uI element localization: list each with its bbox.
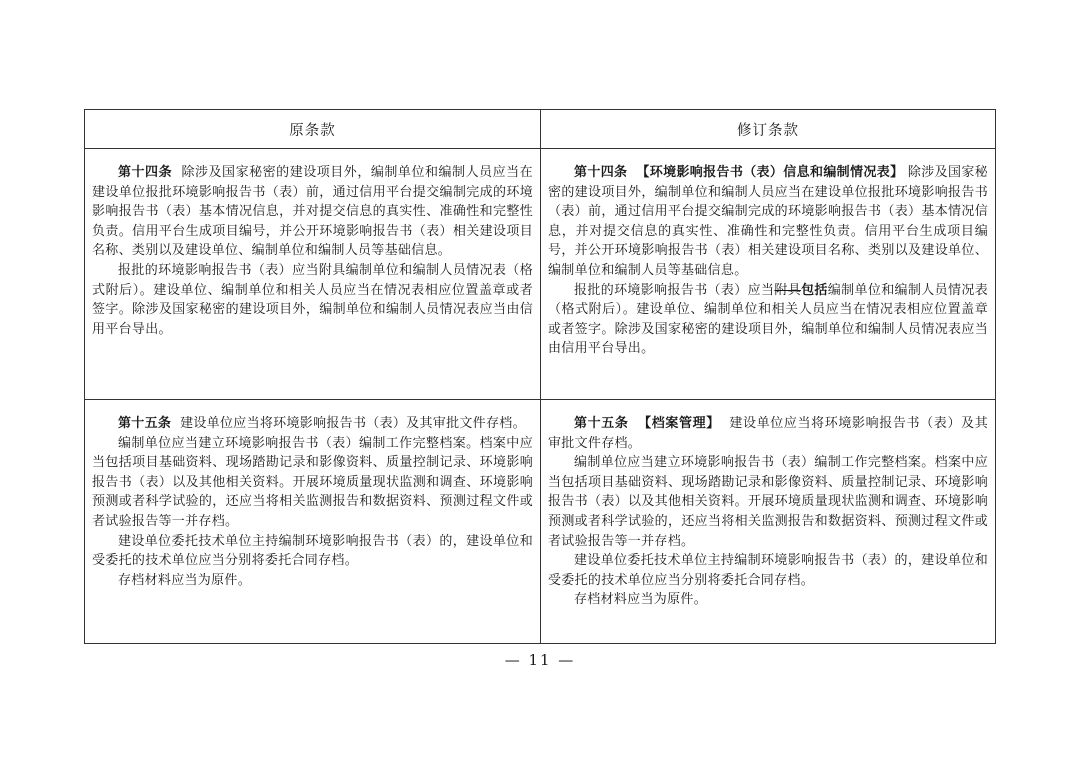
article-number: 第十五条 xyxy=(574,416,629,431)
page-number: — 11 — xyxy=(504,651,576,669)
comparison-table xyxy=(84,109,996,644)
paragraph xyxy=(548,163,988,281)
paragraph: 编制单位应当建立环境影响报告书（表）编制工作完整档案。档案中应当包括项目基础资料、现场踏勘记录和影像资料、质量控制记录、环境影响报告书（表）以及其他相关资料。开展环境质量现状监测和调查、环境影响预测或者科学试验的，还应当将相关监测报告和数据资料、预测过程文件或者试验报告等一并存档。 xyxy=(92,435,533,529)
paragraph-text: 编制单位和编制人员情况表（格式附后）。建设单位、编制单位和相关人员应当在情况表相应位置盖章或者签字。除涉及国家秘密的建设项目外，编制单位和编制人员情况表应当由信用平台导出。 xyxy=(548,282,988,357)
table-row xyxy=(85,399,995,643)
article-number: 第十四条 xyxy=(118,165,173,180)
paragraph xyxy=(548,281,988,359)
paragraph: 编制单位应当建立环境影响报告书（表）编制工作完整档案。档案中应当包括项目基础资料、现场踏勘记录和影像资料、质量控制记录、环境影响报告书（表）以及其他相关资料。开展环境质量现状监测和调查、环境影响预测或者科学试验的，还应当将相关监测报告和数据资料、预测过程文件或者试验报告等一并存档。 xyxy=(548,455,988,549)
original-article-15 xyxy=(85,400,540,643)
paragraph: 存档材料应当为原件。 xyxy=(118,572,252,588)
paragraph-text: 报批的环境影响报告书（表）应当 xyxy=(574,282,775,298)
article-title: 【环境影响报告书（表）信息和编制情况表】 xyxy=(636,165,904,180)
article-number: 第十四条 xyxy=(574,165,628,180)
paragraph: 报批的环境影响报告书（表）应当附具编制单位和编制人员情况表（格式附后）。建设单位、编制单位和相关人员应当在情况表相应位置盖章或者签字。除涉及国家秘密的建设项目外，编制单位和编制人员情况表应当由信用平台导出。 xyxy=(92,262,533,337)
original-article-14 xyxy=(85,149,540,399)
paragraph: 存档材料应当为原件。 xyxy=(574,592,708,608)
paragraph xyxy=(92,163,533,261)
revised-article-14 xyxy=(540,149,995,399)
table-row xyxy=(85,148,995,399)
paragraph-text: 建设单位应当将环境影响报告书（表）及其审批文件存档。 xyxy=(548,416,988,451)
table-header-row xyxy=(85,110,995,148)
revised-article-15 xyxy=(540,400,995,643)
paragraph-text: 除涉及国家秘密的建设项目外，编制单位和编制人员应当在建设单位报批环境影响报告书（表）前，通过信用平台提交编制完成的环境影响报告书（表）基本情况信息，并对提交信息的真实性、准确性和完整性负责。信用平台生成项目编号，并公开环境影响报告书（表）相关建设项目名称、类别以及建设单位、编制单位和编制人员等基础信息。 xyxy=(92,165,533,259)
paragraph-text: 建设单位应当将环境影响报告书（表）及其审批文件存档。 xyxy=(180,416,526,431)
paragraph-text: 除涉及国家秘密的建设项目外，编制单位和编制人员应当在建设单位报批环境影响报告书（表）前，通过信用平台提交编制完成的环境影响报告书（表）基本情况信息，并对提交信息的真实性、准确性和完整性负责。信用平台生成项目编号，并公开环境影响报告书（表）相关建设项目名称、类别以及建设单位、编制单位和编制人员等基础信息。 xyxy=(548,165,988,278)
paragraph: 建设单位委托技术单位主持编制环境影响报告书（表）的，建设单位和受委托的技术单位应当分别将委托合同存档。 xyxy=(548,553,988,588)
inserted-text: 包括 xyxy=(801,282,828,298)
header-original: 原条款 xyxy=(289,122,336,139)
deleted-text: 附具 xyxy=(774,282,802,298)
header-revised: 修订条款 xyxy=(540,110,995,148)
article-number: 第十五条 xyxy=(118,416,172,431)
paragraph: 建设单位委托技术单位主持编制环境影响报告书（表）的，建设单位和受委托的技术单位应当分别将委托合同存档。 xyxy=(92,533,533,569)
article-title: 【档案管理】 xyxy=(638,416,720,431)
paragraph xyxy=(92,414,533,434)
paragraph xyxy=(548,414,988,453)
